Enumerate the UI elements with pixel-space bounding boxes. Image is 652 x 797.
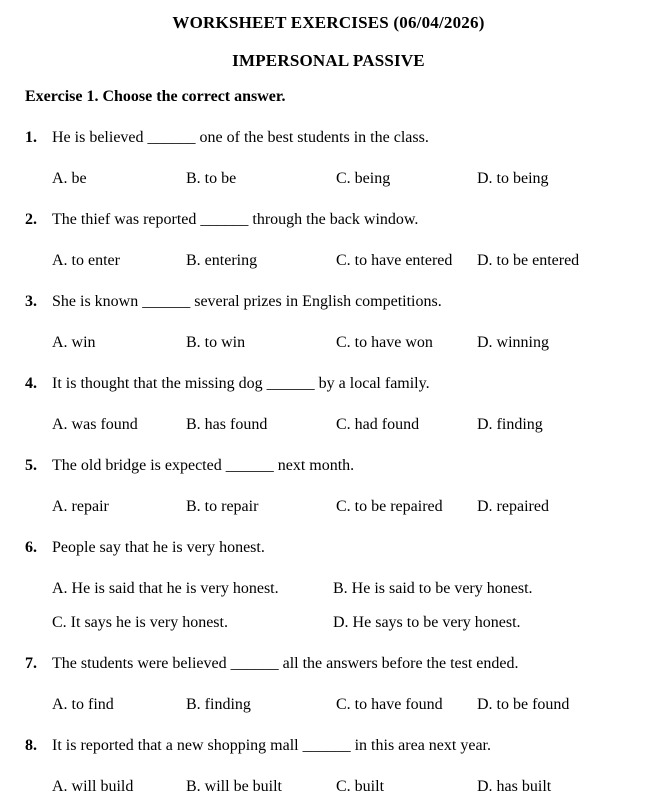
question-text: People say that he is very honest. — [52, 539, 265, 556]
answer-options — [25, 332, 632, 353]
answer-option: B. to repair — [186, 498, 259, 515]
answer-option: B. will be built — [186, 778, 282, 795]
question-line — [25, 209, 632, 230]
question-line — [25, 291, 632, 312]
answer-option: A. will build — [52, 778, 134, 795]
answer-option: C. to have found — [336, 696, 443, 713]
answer-option: C. to have entered — [336, 252, 453, 269]
answer-options — [25, 694, 632, 715]
question-text: She is known ______ several prizes in English competitions. — [52, 293, 442, 310]
question-item — [25, 653, 632, 715]
answer-option: A. to find — [52, 696, 114, 713]
answer-option: C. It says he is very honest. — [52, 614, 228, 631]
question-number: 4. — [25, 375, 37, 392]
answer-option: B. to be — [186, 170, 237, 187]
answer-option: A. repair — [52, 498, 109, 515]
answer-option: D. has built — [477, 778, 552, 795]
question-item — [25, 537, 632, 633]
question-number: 7. — [25, 655, 37, 672]
answer-option: A. be — [52, 170, 87, 187]
question-line — [25, 373, 632, 394]
page-subtitle: IMPERSONAL PASSIVE — [232, 51, 425, 70]
answer-options — [25, 496, 632, 517]
answer-option: B. finding — [186, 696, 251, 713]
question-item — [25, 209, 632, 271]
question-number: 5. — [25, 457, 37, 474]
question-line — [25, 735, 632, 756]
question-line — [25, 537, 632, 558]
question-number: 2. — [25, 211, 37, 228]
question-item — [25, 373, 632, 435]
question-item — [25, 455, 632, 517]
answer-option: B. has found — [186, 416, 268, 433]
question-text: The thief was reported ______ through the back window. — [52, 211, 419, 228]
question-line — [25, 455, 632, 476]
answer-option: D. He says to be very honest. — [333, 614, 521, 631]
answer-options — [25, 414, 632, 435]
question-number: 8. — [25, 737, 37, 754]
answer-option: B. He is said to be very honest. — [333, 580, 533, 597]
answer-option: D. finding — [477, 416, 543, 433]
answer-option: C. being — [336, 170, 391, 187]
answer-option: D. repaired — [477, 498, 549, 515]
answer-option: B. entering — [186, 252, 258, 269]
answer-options — [25, 776, 632, 797]
question-line — [25, 653, 632, 674]
answer-option: D. to be found — [477, 696, 570, 713]
question-item — [25, 291, 632, 353]
answer-option: A. win — [52, 334, 96, 351]
question-line — [25, 127, 632, 148]
answer-option: A. was found — [52, 416, 138, 433]
page-title: WORKSHEET EXERCISES (06/04/2026) — [172, 13, 485, 32]
question-text: The old bridge is expected ______ next month. — [52, 457, 355, 474]
question-text: He is believed ______ one of the best students in the class. — [52, 129, 429, 146]
answer-option: D. to being — [477, 170, 549, 187]
answer-option: C. to be repaired — [336, 498, 443, 515]
answer-option: C. had found — [336, 416, 420, 433]
question-text: It is reported that a new shopping mall ______ in this area next year. — [52, 737, 491, 754]
answer-options — [25, 168, 632, 189]
questions-list — [25, 127, 632, 797]
question-item — [25, 735, 632, 797]
exercise-heading: Exercise 1. Choose the correct answer. — [25, 88, 286, 105]
answer-option: D. to be entered — [477, 252, 580, 269]
question-number: 1. — [25, 129, 37, 146]
answer-option: B. to win — [186, 334, 246, 351]
answer-option: C. built — [336, 778, 385, 795]
question-number: 6. — [25, 539, 37, 556]
answer-option: D. winning — [477, 334, 549, 351]
answer-option: C. to have won — [336, 334, 433, 351]
question-item — [25, 127, 632, 189]
question-text: The students were believed ______ all the answers before the test ended. — [52, 655, 519, 672]
answer-options — [25, 250, 632, 271]
answer-option: A. He is said that he is very honest. — [52, 580, 279, 597]
answer-option: A. to enter — [52, 252, 120, 269]
question-number: 3. — [25, 293, 37, 310]
answer-options — [25, 578, 632, 633]
question-text: It is thought that the missing dog ______ by a local family. — [52, 375, 430, 392]
